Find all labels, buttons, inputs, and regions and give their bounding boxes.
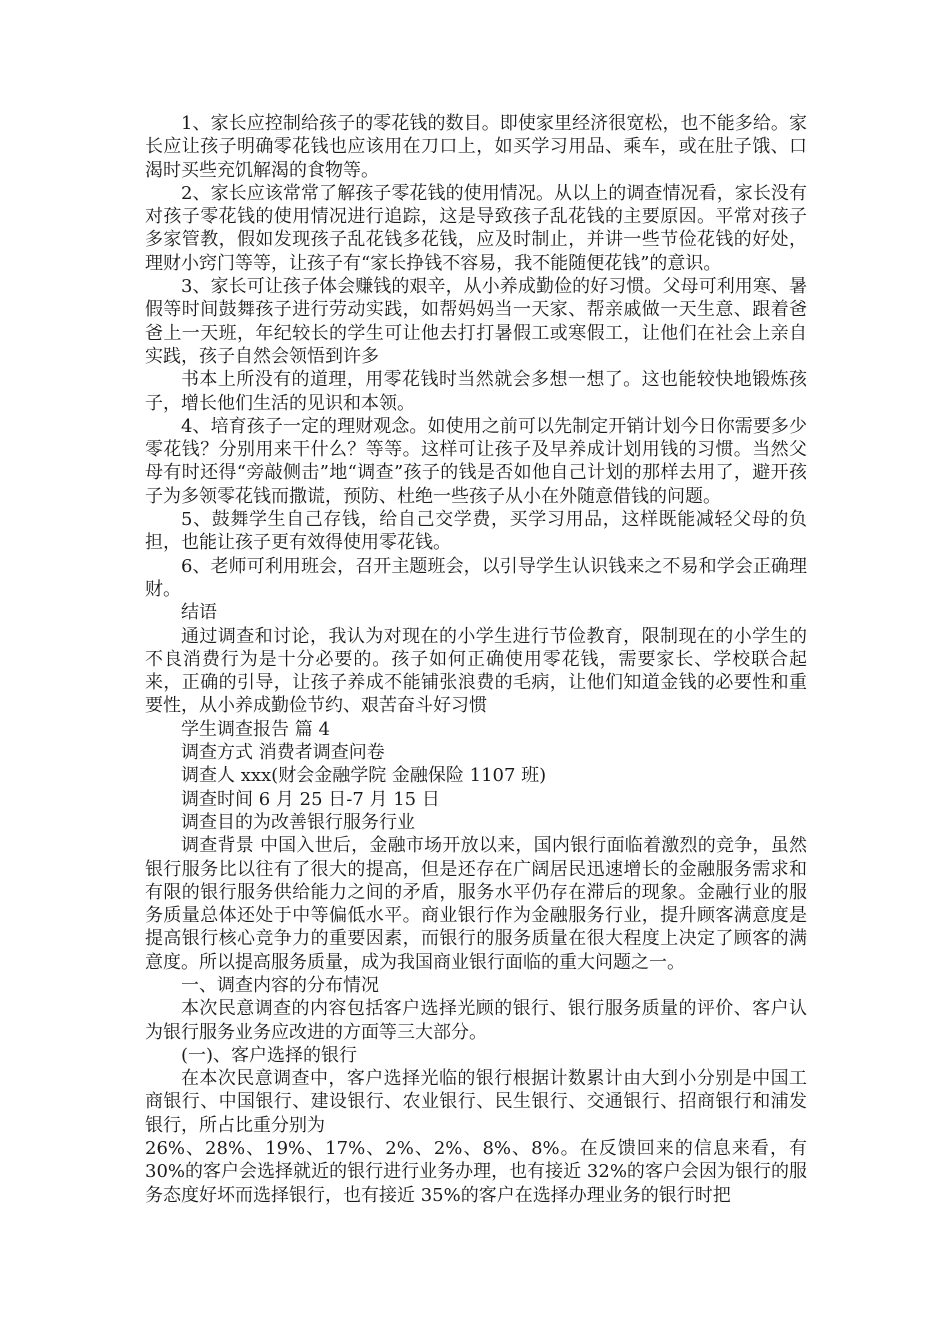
survey-background: 调查背景 中国入世后，金融市场开放以来，国内银行面临着激烈的竞争，虽然银行服务比以往有了很大的提高，但是还存在广阔居民迅速增长的金融服务需求和有限的银行服务供给能力之间的矛盾，服务水平仍存在滞后的现象。金融行业的服务质量总体还处于中等偏低水平。商业银行作为金融服务行业，提升顾客满意度是提高银行核心竞争力的重要因素，而银行的服务质量在很大程度上决定了顾客的满意度。所以提高服务质量，成为我国商业银行面临的重大问题之一。 [145,835,807,973]
distribution-paragraph: 本次民意调查的内容包括客户选择光顾的银行、银行服务质量的评价、客户认为银行服务业务应改进的方面等三大部分。 [145,998,807,1043]
paragraph-advice-3-continued: 书本上所没有的道理，用零花钱时当然就会多想一想了。这也能较快地锻炼孩子，增长他们生活的见识和本领。 [145,369,807,414]
banks-percentages-paragraph: 26%、28%、19%、17%、2%、2%、8%、8%。在反馈回来的信息来看，有 30%的客户会选择就近的银行进行业务办理，也有接近 32%的客户会因为银行的服务态度好坏而选择银行，也有接近 35%的客户在选择办理业务的银行时把 [145,1138,807,1206]
paragraph-advice-1: 1、家长应控制给孩子的零花钱的数目。即使家里经济很宽松，也不能多给。家长应让孩子明确零花钱也应该用在刀口上，如买学习用品、乘车，或在肚子饿、口渴时买些充饥解渴的食物等。 [145,113,807,181]
survey-purpose: 调查目的为改善银行服务行业 [181,811,415,833]
paragraph-advice-6: 6、老师可利用班会，召开主题班会，以引导学生认识钱来之不易和学会正确理财。 [145,555,807,600]
conclusion-heading: 结语 [181,602,217,624]
surveyor: 调查人 xxx(财会金融学院 金融保险 1107 班) [181,765,547,787]
report-title: 学生调查报告 篇 4 [181,718,330,740]
survey-method: 调查方式 消费者调查问卷 [181,742,385,764]
paragraph-advice-4: 4、培育孩子一定的理财观念。如使用之前可以先制定开销计划今日你需要多少零花钱？分别用来干什么？等等。这样可让孩子及早养成计划用钱的习惯。当然父母有时还得“旁敲侧击”地“调查”孩子的钱是否如他自己计划的那样去用了，避开孩子为多领零花钱而撒谎，预防、杜绝一些孩子从小在外随意借钱的问题。 [145,415,807,507]
paragraph-advice-3: 3、家长可让孩子体会赚钱的艰辛，从小养成勤俭的好习惯。父母可利用寒、暑假等时间鼓舞孩子进行劳动实践，如帮妈妈当一天家、帮亲戚做一天生意、跟着爸爸上一天班，年纪较长的学生可让他去打打暑假工或寒假工，让他们在社会上亲自实践，孩子自然会领悟到许多 [145,276,807,367]
document-page [145,112,807,1207]
paragraph-advice-5: 5、鼓舞学生自己存钱，给自己交学费，买学习用品，这样既能减轻父母的负担，也能让孩子更有效得使用零花钱。 [145,509,807,554]
survey-time: 调查时间 6 月 25 日-7 月 15 日 [181,788,440,810]
paragraph-advice-2: 2、家长应该常常了解孩子零花钱的使用情况。从以上的调查情况看，家长没有对孩子零花钱的使用情况进行追踪，这是导致孩子乱花钱的主要原因。平常对孩子多家管教，假如发现孩子乱花钱多花钱，应及时制止，并讲一些节俭花钱的好处，理财小窍门等等，让孩子有“家长挣钱不容易，我不能随便花钱”的意识。 [145,182,807,274]
conclusion-paragraph: 通过调查和讨论，我认为对现在的小学生进行节俭教育，限制现在的小学生的不良消费行为是十分必要的。孩子如何正确使用零花钱，需要家长、学校联合起来，正确的引导，让孩子养成不能铺张浪费的毛病，让他们知道金钱的必要性和重要性，从小养成勤俭节约、艰苦奋斗好习惯 [145,625,807,717]
banks-paragraph: 在本次民意调查中，客户选择光临的银行根据计数累计由大到小分别是中国工商银行、中国银行、建设银行、农业银行、民生银行、交通银行、招商银行和浦发银行，所占比重分别为 [145,1068,807,1136]
section-heading-distribution: 一、调查内容的分布情况 [181,974,379,996]
subsection-heading-banks: (一)、客户选择的银行 [181,1044,358,1066]
